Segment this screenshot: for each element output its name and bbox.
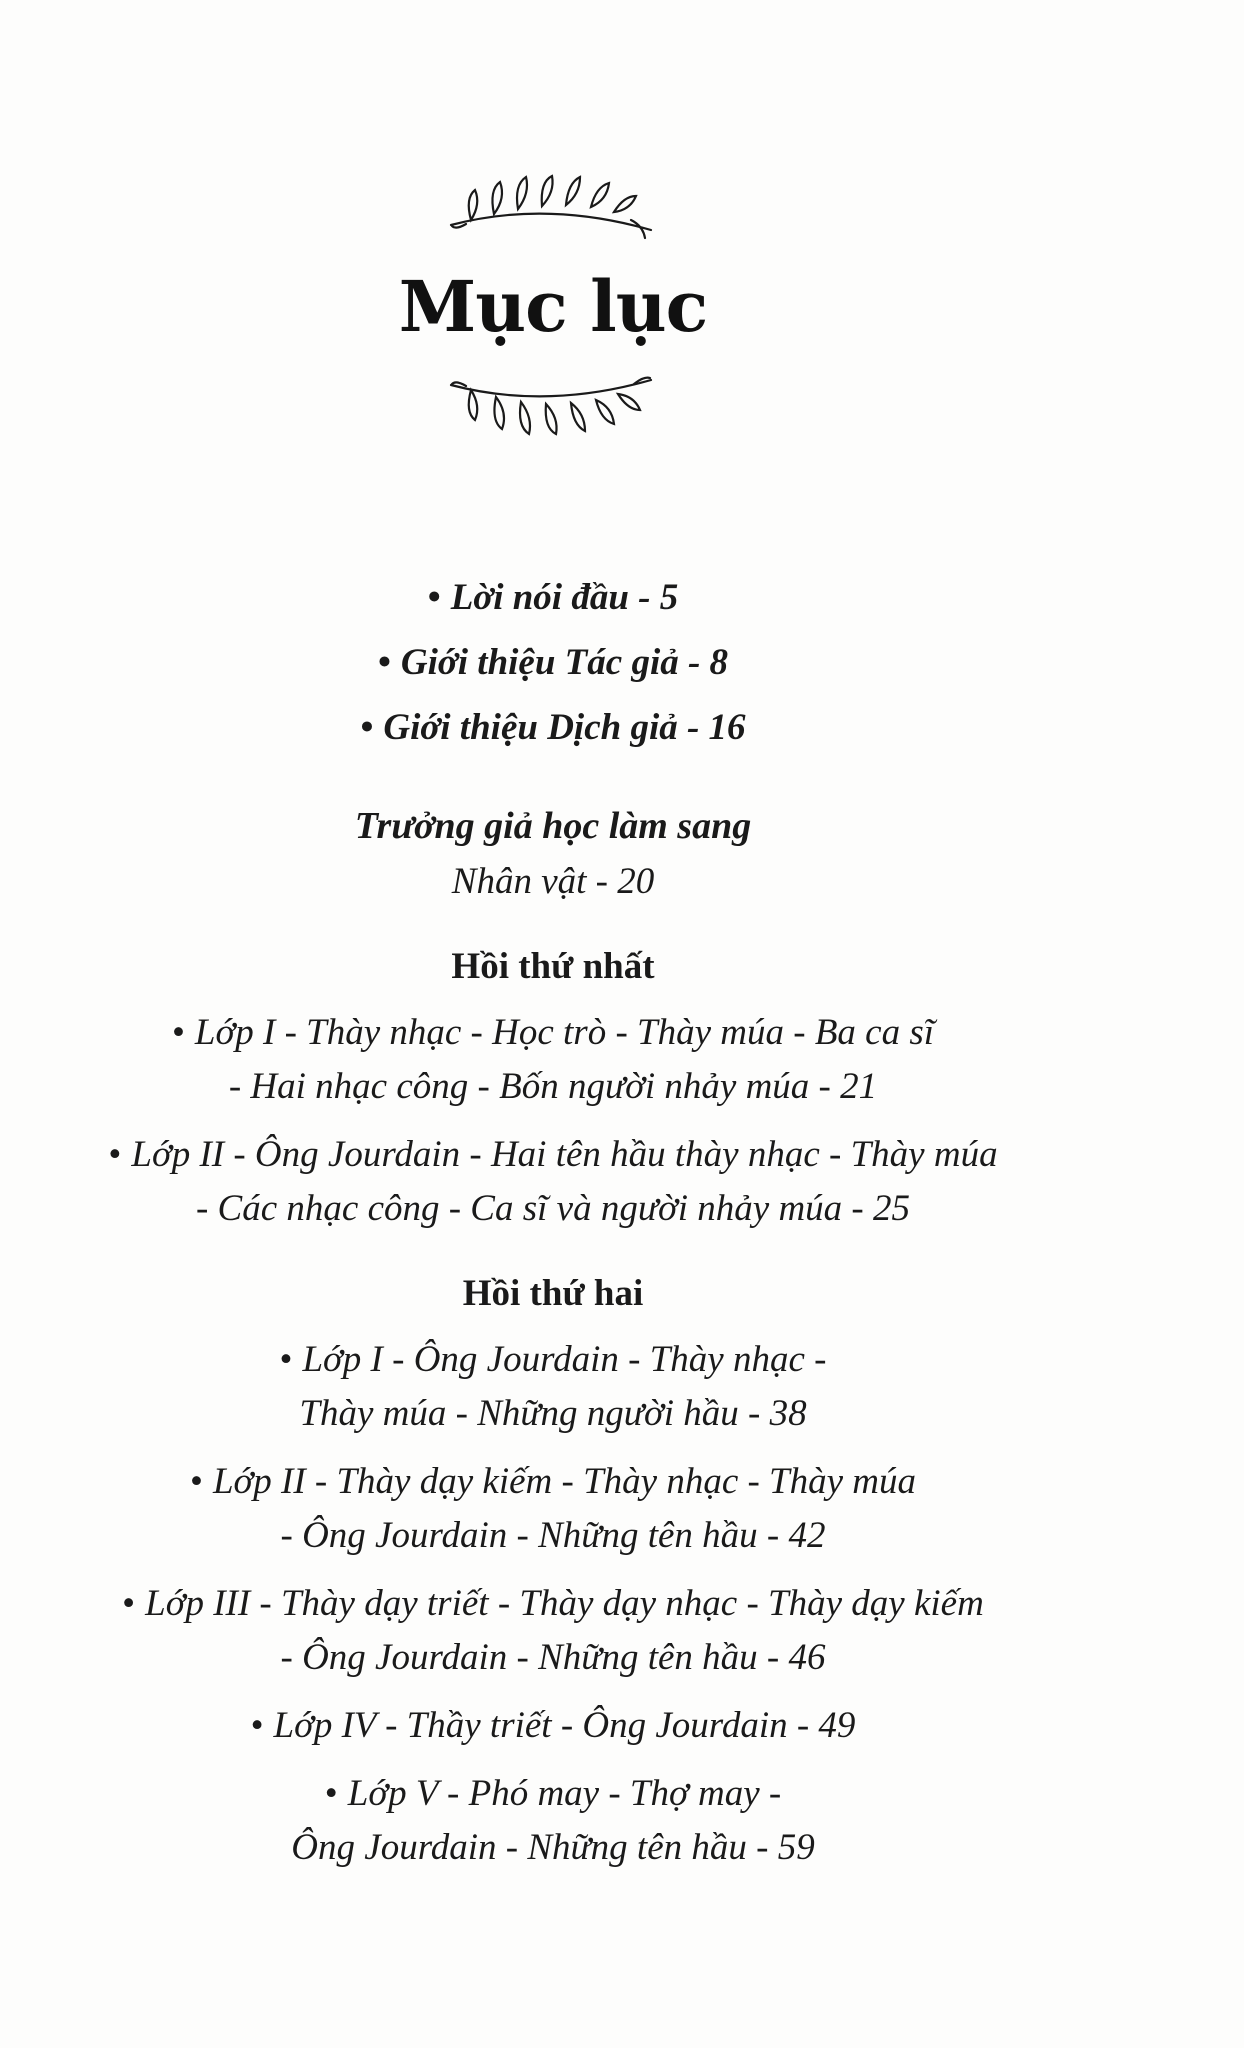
table-of-contents bbox=[0, 570, 1106, 1889]
toc-entry-scene: • Lớp III - Thày dạy triết - Thày dạy nhạc - Thày dạy kiếm - Ông Jourdain - Những tên hầu - 46 bbox=[122, 1583, 984, 1678]
toc-entry-scene: • Lớp IV - Thầy triết - Ông Jourdain - 49 bbox=[250, 1705, 856, 1746]
toc-entry-author-intro: • Giới thiệu Tác giả - 8 bbox=[377, 642, 729, 683]
toc-entry-scene: • Lớp II - Thày dạy kiếm - Thày nhạc - Thày múa - Ông Jourdain - Những tên hầu - 42 bbox=[189, 1461, 917, 1556]
page-title: Mục lục bbox=[398, 265, 708, 348]
toc-entry-scene: • Lớp I - Ông Jourdain - Thày nhạc - Thày múa - Những người hầu - 38 bbox=[279, 1339, 827, 1434]
toc-entry-translator-intro: • Giới thiệu Dịch giả - 16 bbox=[360, 707, 746, 748]
toc-entry-preface: • Lời nói đầu - 5 bbox=[427, 577, 679, 618]
toc-entry-scene: • Lớp I - Thày nhạc - Học trò - Thày múa - Ba ca sĩ - Hai nhạc công - Bốn người nhảy múa - 21 bbox=[171, 1012, 935, 1107]
toc-entry-characters: Nhân vật - 20 bbox=[451, 861, 655, 902]
laurel-branch-icon bbox=[446, 170, 656, 240]
laurel-branch-icon bbox=[446, 370, 656, 440]
toc-entry-scene: • Lớp V - Phó may - Thợ may - Ông Jourdain - Những tên hầu - 59 bbox=[291, 1773, 815, 1868]
front-matter-list bbox=[0, 570, 1106, 755]
play-title: Trưởng giả học làm sang bbox=[354, 805, 752, 847]
act-heading: Hồi thứ nhất bbox=[451, 946, 655, 987]
act-heading: Hồi thứ hai bbox=[462, 1273, 644, 1314]
toc-entry-scene: • Lớp II - Ông Jourdain - Hai tên hầu thày nhạc - Thày múa - Các nhạc công - Ca sĩ và người nhảy múa - 25 bbox=[108, 1134, 998, 1229]
